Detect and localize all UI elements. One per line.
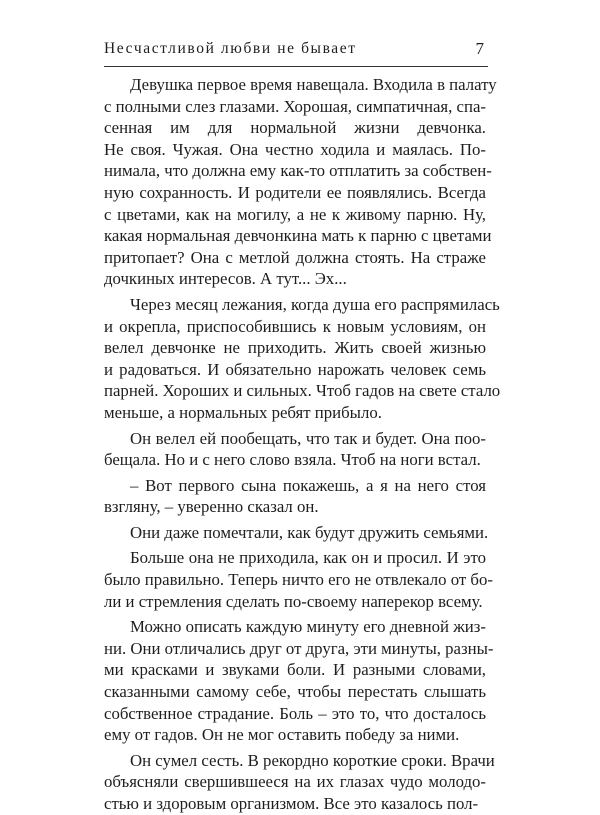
text-line: какая нормальная девчонкина мать к парню с цветами [104,226,492,246]
text-line: нимала, что должна ему как-то отплатить за собствен- [104,161,492,181]
text-line: ми красками и звуками боли. И разными словами, [104,660,486,680]
text-line: Он велел ей пообещать, что так и будет. Она поо- [130,428,486,448]
text-line: Можно описать каждую минуту его дневной жиз- [130,617,486,637]
text-line: сенная им для нормальной жизни девчонка. [104,118,486,138]
text-line: и окрепла, приспособившись к новым условиям, он [104,316,486,336]
text-line: Девушка первое время навещала. Входила в палату [130,75,497,94]
text-line: стью и здоровым организмом. Все это казалось пол- [104,794,479,813]
paragraph [104,522,489,544]
text-line: ную сохранность. И родители ее появлялись. Всегда [104,182,486,202]
paragraph [104,475,486,518]
paragraph [104,74,497,290]
paragraph [104,428,486,471]
page-number: 7 [475,39,484,58]
text-line: Через месяц лежания, когда душа его распрямилась [130,294,500,314]
text-line: собственное страдание. Боль – это то, что досталось [104,703,486,723]
text-line: взгляну, – уверенно сказал он. [104,497,319,517]
text-line: и радоваться. И обязательно нарожать человек семь [104,359,486,379]
body-text [104,74,501,815]
paragraph [104,616,494,746]
text-line: – Вот первого сына покажешь, а я на него стоя [130,475,486,495]
text-line: сказанными самому себе, чтобы перестать слышать [104,682,486,702]
paragraph [104,547,493,612]
text-line: ни. Они отличались друг от друга, эти минуты, разны- [104,638,494,658]
paragraph [104,294,501,424]
text-line: меньше, а нормальных ребят прибыло. [104,402,382,422]
text-line: бещала. Но и с него слово взяла. Чтоб на ноги встал. [104,450,481,470]
text-line: ли и стремления сделать по-своему наперекор всему. [104,591,483,611]
text-line: объясняли свершившееся на их глазах чудо молодо- [104,772,486,792]
text-line: велел девчонке не приходить. Жить своей жизнью [104,338,486,358]
text-line: Больше она не приходила, как он и просил. И это [130,548,486,568]
text-line: Он сумел сесть. В рекордно короткие сроки. Врачи [130,750,495,770]
paragraph [104,750,495,815]
running-title: Несчастливой любви не бывает [104,40,357,57]
text-line: дочкиных интересов. А тут... Эх... [104,269,347,289]
text-line: парней. Хороших и сильных. Чтоб гадов на свете стало [104,381,501,401]
text-line: с цветами, как на могилу, а не к живому парню. Ну, [104,204,486,224]
header-rule [104,66,488,67]
text-line: было правильно. Теперь ничто его не отвлекало от бо- [104,570,493,590]
text-line: ему от гадов. Он не мог оставить победу за ними. [104,725,460,745]
text-line: притопает? Она с метлой должна стоять. На страже [104,247,486,267]
text-line: с полными слез глазами. Хорошая, симпатичная, спа- [104,96,486,116]
text-line: Не своя. Чужая. Она честно ходила и маялась. По- [104,139,486,159]
text-line: Они даже помечтали, как будут дружить семьями. [130,522,489,542]
running-header [104,40,488,64]
